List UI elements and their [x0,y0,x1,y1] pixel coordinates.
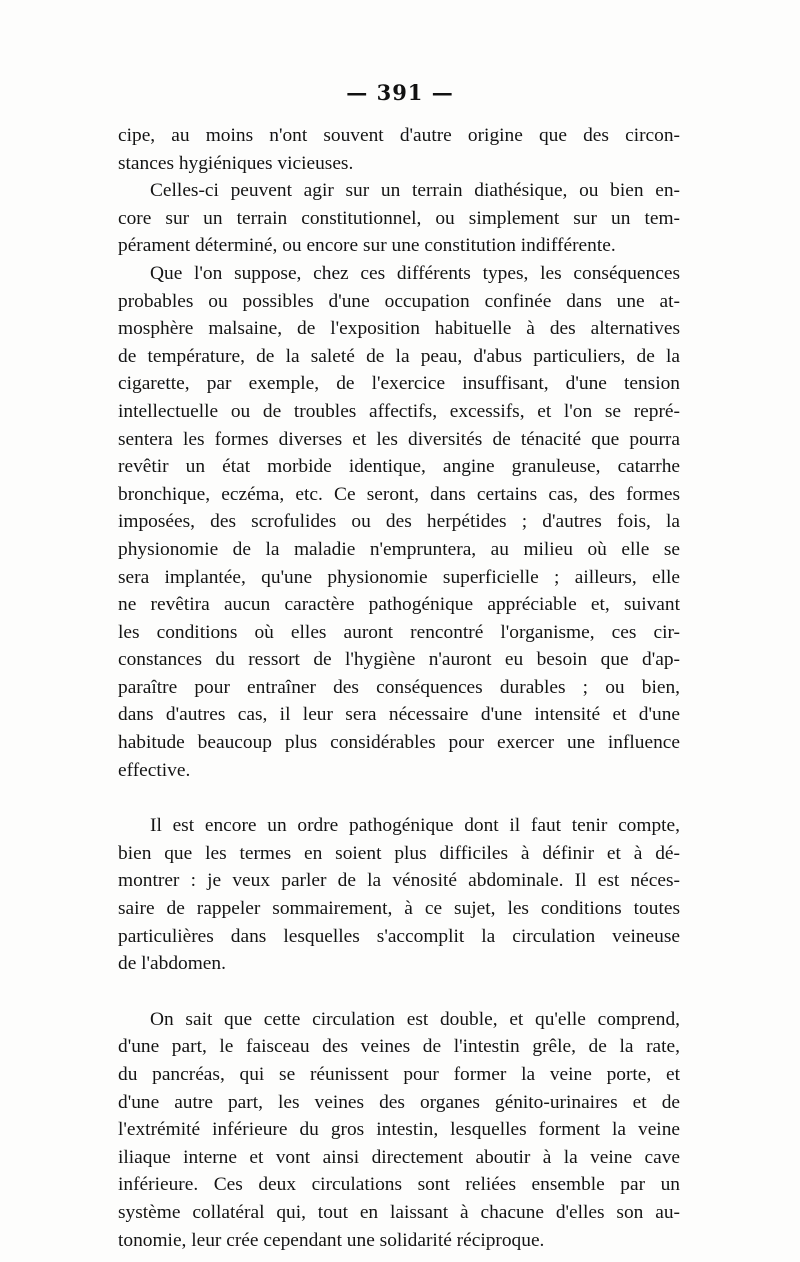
paragraph [118,260,680,784]
text-line: l'extrémité inférieure du gros intestin, lesquelles forment la veine [118,1119,680,1141]
text-line: pérament déterminé, ou encore sur une constitution indifférente. [118,235,616,257]
text-line: bien que les termes en soient plus difficiles à définir et à dé- [118,842,680,864]
paragraph [118,812,680,978]
page-number: — 391 — [346,80,454,105]
paragraph [118,177,680,260]
text-line: sentera les formes diverses et les diversités de ténacité que pourra [118,428,680,450]
text-line: probables ou possibles d'une occupation confinée dans une at- [118,290,680,312]
text-line: intellectuelle ou de troubles affectifs, excessifs, et l'on se repré- [118,400,680,422]
paragraph-gap [118,784,680,812]
text-line: de température, de la saleté de la peau, d'abus particuliers, de la [118,345,680,367]
text-line: imposées, des scrofulides ou des herpétides ; d'autres fois, la [118,511,680,533]
text-line: Il est encore un ordre pathogénique dont il faut tenir compte, [150,815,680,837]
text-line: inférieure. Ces deux circulations sont reliées ensemble par un [118,1174,680,1196]
text-line: montrer : je veux parler de la vénosité abdominale. Il est néces- [118,870,680,892]
text-line: saire de rappeler sommairement, à ce sujet, les conditions toutes [118,898,680,920]
text-line: d'une part, le faisceau des veines de l'intestin grêle, de la rate, [118,1036,680,1058]
text-line: cipe, au moins n'ont souvent d'autre origine que des circon- [118,125,680,146]
paragraph-gap [118,978,680,1006]
paragraph [118,122,680,177]
text-line: constances du ressort de l'hygiène n'auront eu besoin que d'ap- [118,649,680,671]
text-line: de l'abdomen. [118,953,226,975]
text-line: du pancréas, qui se réunissent pour former la veine porte, et [118,1064,680,1085]
text-line: iliaque interne et vont ainsi directement aboutir à la veine cave [118,1146,680,1168]
text-line: core sur un terrain constitutionnel, ou simplement sur un tem- [118,207,680,229]
text-line: stances hygiéniques vicieuses. [118,152,354,174]
text-line: cigarette, par exemple, de l'exercice insuffisant, d'une tension [118,373,680,395]
text-line: Celles-ci peuvent agir sur un terrain diathésique, ou bien en- [150,180,680,202]
body-text [118,122,680,1254]
text-line: système collatéral qui, tout en laissant à chacune d'elles son au- [118,1201,680,1223]
text-line: ne revêtira aucun caractère pathogénique appréciable et, suivant [118,594,680,616]
text-line: habitude beaucoup plus considérables pour exercer une influence [118,732,680,754]
text-line: tonomie, leur crée cependant une solidarité réciproque. [118,1229,545,1251]
text-line: mosphère malsaine, de l'exposition habituelle à des alternatives [118,318,680,340]
text-line: les conditions où elles auront rencontré l'organisme, ces cir- [118,621,680,643]
text-line: physionomie de la maladie n'empruntera, au milieu où elle se [118,538,680,560]
text-line: bronchique, eczéma, etc. Ce seront, dans certains cas, des formes [118,483,680,505]
text-line: d'une autre part, les veines des organes génito-urinaires et de [118,1091,680,1113]
text-line: particulières dans lesquelles s'accomplit la circulation veineuse [118,925,680,947]
text-line: paraître pour entraîner des conséquences durables ; ou bien, [118,676,680,698]
text-line: sera implantée, qu'une physionomie superficielle ; ailleurs, elle [118,566,680,588]
text-line: revêtir un état morbide identique, angine granuleuse, catarrhe [118,456,680,478]
text-line: Que l'on suppose, chez ces différents types, les conséquences [150,262,680,284]
text-line: dans d'autres cas, il leur sera nécessaire d'une intensité et d'une [118,704,680,726]
text-line: On sait que cette circulation est double, et qu'elle comprend, [150,1008,680,1030]
text-line: effective. [118,759,191,781]
paragraph [118,1006,680,1254]
